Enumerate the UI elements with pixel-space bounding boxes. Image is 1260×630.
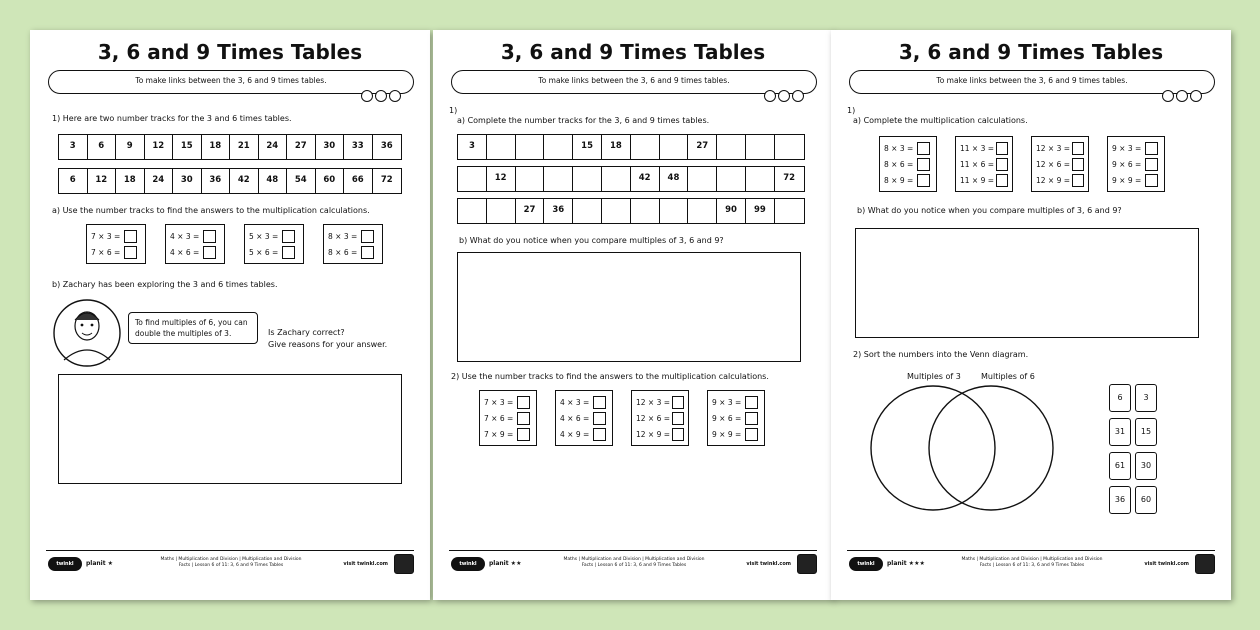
prompt-reasons: Give reasons for your answer.: [268, 340, 388, 349]
answer-input[interactable]: [672, 428, 684, 441]
track-cell: 48: [259, 169, 288, 193]
calc-text: 9 × 3 =: [712, 397, 742, 407]
calc-text: 8 × 6 =: [884, 159, 914, 169]
calc-text: 9 × 3 =: [1112, 143, 1142, 153]
visit-link[interactable]: visit twinkl.com: [1144, 561, 1189, 567]
track-cell: 9: [116, 135, 145, 159]
answer-input[interactable]: [361, 230, 374, 243]
zachary-avatar-icon: [52, 298, 122, 368]
question-1: 1): [449, 106, 458, 115]
calc-box: [244, 224, 304, 264]
question-1b: b) What do you notice when you compare multiples of 3, 6 and 9?: [459, 236, 724, 245]
question-2: 2) Sort the numbers into the Venn diagram.: [853, 350, 1029, 359]
calc-row: [560, 394, 608, 410]
prompt-correct: Is Zachary correct?: [268, 328, 345, 337]
calc-row: [560, 410, 608, 426]
track-cell: 12: [487, 167, 516, 191]
calc-text: 9 × 9 =: [712, 429, 742, 439]
track-cell[interactable]: [544, 167, 573, 191]
answer-input[interactable]: [996, 158, 1008, 171]
page-title: 3, 6 and 9 Times Tables: [97, 40, 363, 64]
track-cell[interactable]: [660, 199, 689, 223]
objective-text: To make links between the 3, 6 and 9 times tables.: [135, 76, 327, 85]
venn-label-left: Multiples of 3: [907, 372, 961, 381]
track-cell: 27: [287, 135, 316, 159]
track-cell: 33: [344, 135, 373, 159]
calc-box: [479, 390, 537, 446]
visit-link[interactable]: visit twinkl.com: [343, 561, 388, 567]
calc-row: [712, 410, 760, 426]
answer-box[interactable]: [58, 374, 402, 484]
twinkl-logo: twinkl: [48, 557, 82, 571]
dot-icon: [361, 90, 373, 102]
calc-text: 7 × 9 =: [484, 429, 514, 439]
track-cell: 18: [602, 135, 631, 159]
track-cell: 99: [746, 199, 775, 223]
calc-text: 11 × 9 =: [960, 175, 995, 185]
calc-text: 12 × 3 =: [636, 397, 671, 407]
footer: [847, 550, 1215, 578]
track-cell[interactable]: [688, 167, 717, 191]
answer-input[interactable]: [203, 246, 216, 259]
question-1a: a) Use the number tracks to find the answers to the multiplication calculations.: [52, 206, 370, 215]
answer-input[interactable]: [1072, 158, 1084, 171]
number-tile[interactable]: 36: [1109, 486, 1131, 514]
track-cell: 30: [173, 169, 202, 193]
number-tile[interactable]: 15: [1135, 418, 1157, 446]
question-1a: a) Complete the multiplication calculations.: [853, 116, 1028, 125]
learning-objective: [451, 70, 817, 94]
dot-icon: [764, 90, 776, 102]
answer-input[interactable]: [124, 246, 137, 259]
answer-input[interactable]: [593, 428, 606, 441]
number-track-3[interactable]: [457, 134, 805, 160]
question-1a: a) Complete the number tracks for the 3, 6 and 9 times tables.: [457, 116, 710, 125]
track-cell: 48: [660, 167, 689, 191]
track-cell[interactable]: [573, 199, 602, 223]
calc-row: [636, 426, 684, 442]
answer-input[interactable]: [203, 230, 216, 243]
track-cell[interactable]: [544, 135, 573, 159]
calc-row: [484, 426, 532, 442]
calc-row: [170, 228, 220, 244]
track-cell[interactable]: [746, 167, 775, 191]
answer-input[interactable]: [745, 412, 758, 425]
planit-stars: planit ★★: [489, 560, 522, 567]
calc-box: [165, 224, 225, 264]
calc-box: [631, 390, 689, 446]
calc-text: 7 × 3 =: [484, 397, 514, 407]
answer-input[interactable]: [917, 174, 930, 187]
worksheet-one-star: [30, 30, 430, 600]
calc-row: [960, 172, 1008, 188]
footer: [46, 550, 414, 578]
calc-text: 12 × 9 =: [1036, 175, 1071, 185]
answer-input[interactable]: [996, 142, 1008, 155]
track-cell[interactable]: [631, 199, 660, 223]
track-cell[interactable]: [602, 167, 631, 191]
calc-box: [707, 390, 765, 446]
twinkl-logo: twinkl: [451, 557, 485, 571]
question-1b: b) What do you notice when you compare multiples of 3, 6 and 9?: [857, 206, 1122, 215]
speech-bubble: To find multiples of 6, you can double the multiples of 3.: [128, 312, 258, 344]
number-tile[interactable]: 30: [1135, 452, 1157, 480]
answer-input[interactable]: [1145, 158, 1158, 171]
calc-text: 5 × 6 =: [249, 247, 279, 257]
calc-text: 4 × 9 =: [560, 429, 590, 439]
visit-link[interactable]: visit twinkl.com: [746, 561, 791, 567]
calc-row: [712, 394, 760, 410]
calc-row: [960, 156, 1008, 172]
track-cell[interactable]: [660, 135, 689, 159]
answer-input[interactable]: [996, 174, 1008, 187]
objective-text: To make links between the 3, 6 and 9 times tables.: [936, 76, 1128, 85]
dot-icon: [1190, 90, 1202, 102]
track-cell[interactable]: [775, 199, 804, 223]
progress-dots: [764, 90, 804, 102]
calc-text: 8 × 3 =: [884, 143, 914, 153]
calc-row: [560, 426, 608, 442]
calc-text: 4 × 3 =: [170, 231, 200, 241]
calc-text: 9 × 6 =: [712, 413, 742, 423]
progress-dots: [361, 90, 401, 102]
question-1: 1): [847, 106, 856, 115]
answer-input[interactable]: [1145, 142, 1158, 155]
track-cell: 6: [88, 135, 117, 159]
page-title: 3, 6 and 9 Times Tables: [898, 40, 1164, 64]
track-cell[interactable]: [458, 199, 487, 223]
calc-row: [636, 410, 684, 426]
track-cell[interactable]: [487, 199, 516, 223]
calc-text: 9 × 9 =: [1112, 175, 1142, 185]
answer-input[interactable]: [745, 428, 758, 441]
track-cell[interactable]: [717, 135, 746, 159]
track-cell: 27: [688, 135, 717, 159]
footer-text: Maths | Multiplication and Division | Multiplication and Division Facts | Lesson 6 of 11: 3, 6 and 9 Times Tables: [563, 557, 705, 568]
calc-text: 12 × 9 =: [636, 429, 671, 439]
track-cell[interactable]: [573, 167, 602, 191]
question-1b: b) Zachary has been exploring the 3 and 6 times tables.: [52, 280, 278, 289]
calc-text: 8 × 9 =: [884, 175, 914, 185]
number-tile[interactable]: 6: [1109, 384, 1131, 412]
dot-icon: [778, 90, 790, 102]
calc-row: [960, 140, 1008, 156]
badge-icon: [394, 554, 414, 574]
track-cell[interactable]: [516, 167, 545, 191]
calc-text: 11 × 3 =: [960, 143, 995, 153]
calc-box: [1107, 136, 1165, 192]
track-cell: 36: [202, 169, 231, 193]
answer-input[interactable]: [745, 396, 758, 409]
worksheet-three-star: [831, 30, 1231, 600]
learning-objective: [48, 70, 414, 94]
footer-text: Maths | Multiplication and Division | Multiplication and Division Facts | Lesson 6 of 11: 3, 6 and 9 Times Tables: [160, 557, 302, 568]
question-2: 2) Use the number tracks to find the answers to the multiplication calculations.: [451, 372, 769, 381]
track-cell: 12: [88, 169, 117, 193]
planit-stars: planit ★★★: [887, 560, 925, 567]
calc-row: [249, 228, 299, 244]
calc-text: 12 × 6 =: [636, 413, 671, 423]
calc-box: [1031, 136, 1089, 192]
calc-row: [484, 394, 532, 410]
dot-icon: [792, 90, 804, 102]
calc-box: [879, 136, 937, 192]
track-cell: 54: [287, 169, 316, 193]
track-cell: 3: [59, 135, 88, 159]
track-cell: 72: [380, 175, 393, 185]
answer-input[interactable]: [361, 246, 374, 259]
calc-text: 7 × 6 =: [91, 247, 121, 257]
calc-text: 7 × 3 =: [91, 231, 121, 241]
calc-row: [249, 244, 299, 260]
answer-box[interactable]: [457, 252, 801, 362]
calc-text: 8 × 3 =: [328, 231, 358, 241]
twinkl-logo: twinkl: [849, 557, 883, 571]
calc-box: [86, 224, 146, 264]
calc-row: [712, 426, 760, 442]
calc-row: [484, 410, 532, 426]
calc-row: [1112, 172, 1160, 188]
track-cell: 66: [344, 169, 373, 193]
calc-text: 8 × 6 =: [328, 247, 358, 257]
answer-input[interactable]: [917, 158, 930, 171]
badge-icon: [1195, 554, 1215, 574]
calc-text: 5 × 3 =: [249, 231, 279, 241]
track-cell: 15: [173, 135, 202, 159]
answer-input[interactable]: [917, 142, 930, 155]
calc-row: [884, 156, 932, 172]
track-cell: 3: [458, 135, 487, 159]
footer: [449, 550, 817, 578]
progress-dots: [1162, 90, 1202, 102]
calc-row: [1112, 156, 1160, 172]
calc-row: [636, 394, 684, 410]
learning-objective: [849, 70, 1215, 94]
number-tile[interactable]: 61: [1109, 452, 1131, 480]
calc-text: 12 × 6 =: [1036, 159, 1071, 169]
track-cell: 6: [59, 169, 88, 193]
dot-icon: [375, 90, 387, 102]
track-cell[interactable]: [516, 135, 545, 159]
answer-box[interactable]: [855, 228, 1199, 338]
calc-text: 11 × 6 =: [960, 159, 995, 169]
answer-input[interactable]: [517, 396, 530, 409]
track-cell: 90: [717, 199, 746, 223]
venn-label-right: Multiples of 6: [981, 372, 1035, 381]
calc-box: [323, 224, 383, 264]
calc-row: [91, 228, 141, 244]
track-cell: 24: [145, 169, 174, 193]
track-cell[interactable]: [631, 135, 660, 159]
calc-text: 12 × 3 =: [1036, 143, 1071, 153]
answer-input[interactable]: [672, 396, 684, 409]
number-tile[interactable]: 60: [1135, 486, 1157, 514]
answer-input[interactable]: [1145, 174, 1158, 187]
track-cell: 27: [516, 199, 545, 223]
calc-text: 4 × 3 =: [560, 397, 590, 407]
calc-row: [884, 172, 932, 188]
answer-input[interactable]: [1072, 142, 1084, 155]
track-cell: 42: [230, 169, 259, 193]
track-cell: 42: [631, 167, 660, 191]
track-cell[interactable]: [487, 135, 516, 159]
track-cell: 18: [202, 135, 231, 159]
track-cell: 36: [380, 141, 393, 151]
track-cell[interactable]: [688, 199, 717, 223]
calc-box: [555, 390, 613, 446]
track-cell[interactable]: [775, 135, 804, 159]
footer-text: Maths | Multiplication and Division | Multiplication and Division Facts | Lesson 6 of 11: 3, 6 and 9 Times Tables: [961, 557, 1103, 568]
calc-row: [884, 140, 932, 156]
answer-input[interactable]: [593, 412, 606, 425]
track-cell[interactable]: [746, 135, 775, 159]
number-tile[interactable]: 3: [1135, 384, 1157, 412]
dot-icon: [1162, 90, 1174, 102]
answer-input[interactable]: [593, 396, 606, 409]
answer-input[interactable]: [1072, 174, 1084, 187]
dot-icon: [1176, 90, 1188, 102]
calc-text: 4 × 6 =: [560, 413, 590, 423]
answer-input[interactable]: [517, 412, 530, 425]
calc-row: [1036, 172, 1084, 188]
answer-input[interactable]: [282, 246, 295, 259]
calc-row: [1036, 140, 1084, 156]
page-title: 3, 6 and 9 Times Tables: [500, 40, 766, 64]
planit-stars: planit ★: [86, 560, 114, 567]
badge-icon: [797, 554, 817, 574]
objective-text: To make links between the 3, 6 and 9 times tables.: [538, 76, 730, 85]
track-cell[interactable]: [602, 199, 631, 223]
track-cell: 36: [544, 199, 573, 223]
calc-row: [328, 228, 378, 244]
calc-row: [328, 244, 378, 260]
number-tile[interactable]: 31: [1109, 418, 1131, 446]
calc-box: [955, 136, 1013, 192]
calc-row: [170, 244, 220, 260]
dot-icon: [389, 90, 401, 102]
track-cell: 12: [145, 135, 174, 159]
calc-row: [91, 244, 141, 260]
number-track-6[interactable]: [457, 166, 805, 192]
track-cell: 60: [316, 169, 345, 193]
answer-input[interactable]: [672, 412, 684, 425]
venn-diagram[interactable]: [867, 384, 1057, 514]
track-cell[interactable]: [717, 167, 746, 191]
number-track-3: [58, 134, 402, 160]
track-cell: 30: [316, 135, 345, 159]
calc-row: [1112, 140, 1160, 156]
track-cell: 18: [116, 169, 145, 193]
calc-text: 4 × 6 =: [170, 247, 200, 257]
track-cell[interactable]: [458, 167, 487, 191]
calc-text: 9 × 6 =: [1112, 159, 1142, 169]
answer-input[interactable]: [124, 230, 137, 243]
calc-row: [1036, 156, 1084, 172]
track-cell: 24: [259, 135, 288, 159]
track-cell: 15: [573, 135, 602, 159]
question-1: 1) Here are two number tracks for the 3 and 6 times tables.: [52, 114, 292, 123]
number-track-9[interactable]: [457, 198, 805, 224]
track-cell: 72: [783, 173, 796, 183]
number-track-6: [58, 168, 402, 194]
track-cell: 21: [230, 135, 259, 159]
answer-input[interactable]: [517, 428, 530, 441]
calc-text: 7 × 6 =: [484, 413, 514, 423]
worksheet-two-star: [433, 30, 833, 600]
answer-input[interactable]: [282, 230, 295, 243]
